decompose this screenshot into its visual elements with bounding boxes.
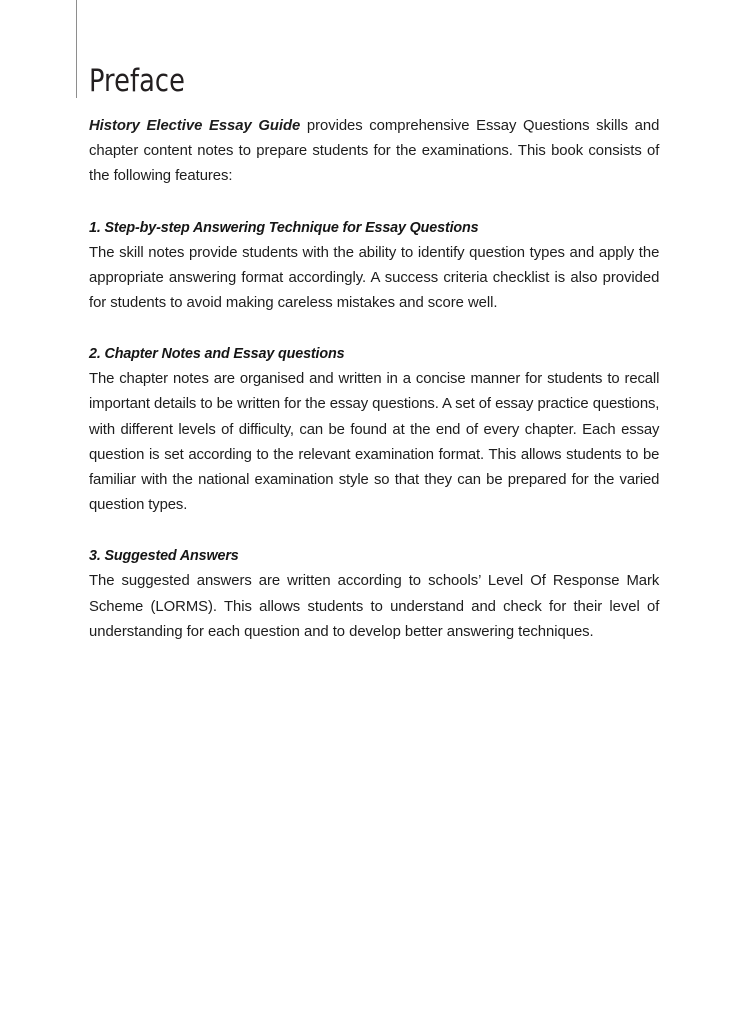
section-3 bbox=[89, 544, 668, 644]
section-3-heading: 3. Suggested Answers bbox=[89, 547, 239, 565]
body-text-container bbox=[89, 113, 668, 644]
intro-paragraph bbox=[89, 113, 659, 189]
intro-emphasis-title: History Elective Essay Guide bbox=[89, 117, 301, 134]
section-2-heading: 2. Chapter Notes and Essay questions bbox=[89, 345, 345, 363]
section-2-body: The chapter notes are organised and written in a concise manner for students to recall important details to be written for the essay questions. A set of essay practice questions, with different levels of difficulty, can be found at the end of every chapter. Each essay question is set according to the relevant examination format. This allows students to be familiar with the national examination style so that they can be prepared for the varied question types. bbox=[89, 370, 660, 514]
section-3-body: The suggested answers are written according to schools’ Level Of Response Mark Scheme (LORMS). This allows students to understand and check for their level of understanding for each question and to develop better answering techniques. bbox=[89, 572, 660, 640]
section-2 bbox=[89, 342, 668, 517]
section-1 bbox=[89, 216, 668, 316]
page-title: Preface bbox=[89, 63, 185, 99]
intro-paragraph-text: provides comprehensive Essay Questions skills and chapter content notes to prepare students for the examinations. This book consists of the following features: bbox=[89, 117, 660, 185]
corner-vertical-rule bbox=[76, 0, 77, 98]
section-1-body: The skill notes provide students with the ability to identify question types and apply the appropriate answering format accordingly. A success criteria checklist is also provided for students to avoid making careless mistakes and score well. bbox=[89, 243, 660, 312]
section-1-heading: 1. Step-by-step Answering Technique for Essay Questions bbox=[89, 218, 479, 236]
